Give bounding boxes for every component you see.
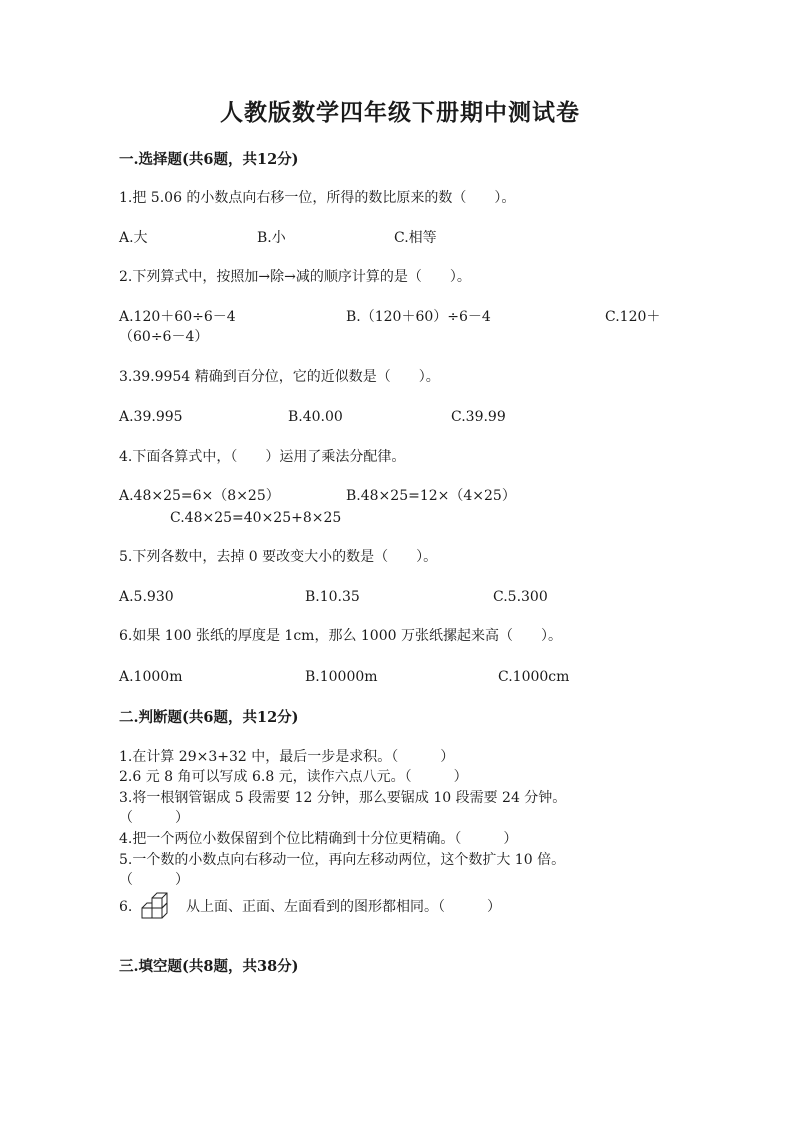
page-title: 人教版数学四年级下册期中测试卷: [220, 99, 580, 126]
option-a: A.39.995: [119, 409, 183, 425]
question-stem: 5.下列各数中，去掉 0 要改变大小的数是（ ）。: [119, 549, 438, 565]
question-stem: 1.把 5.06 的小数点向右移一位，所得的数比原来的数（ ）。: [119, 190, 516, 206]
option-c: C.48×25=40×25+8×25: [170, 510, 342, 526]
judgement-line: 5.一个数的小数点向右移动一位，再向左移动两位，这个数扩大 10 倍。: [119, 852, 566, 868]
option-a: A.48×25=6×（8×25）: [119, 488, 280, 504]
question-stem: 2.下列算式中，按照加→除→减的顺序计算的是（ ）。: [119, 269, 471, 285]
section-heading-fill-blank: 三.填空题(共8题，共38分): [119, 958, 299, 975]
option-b: B.10.35: [305, 589, 360, 605]
option-c-continued: （60÷6－4）: [119, 329, 209, 345]
option-b: B.10000m: [305, 669, 378, 685]
option-c: C.1000cm: [498, 669, 570, 685]
judgement-line: 4.把一个两位小数保留到个位比精确到十分位更精确。（ ）: [119, 831, 518, 847]
option-c: C.39.99: [451, 409, 506, 425]
question-stem: 4.下面各算式中，（ ）运用了乘法分配律。: [119, 449, 406, 465]
option-c: C.相等: [394, 230, 437, 246]
judgement-line: （ ）: [119, 810, 189, 826]
option-a: A.120＋60÷6－4: [119, 309, 236, 325]
option-b: B.40.00: [288, 409, 343, 425]
judgement-line: （ ）: [119, 872, 189, 888]
judgement-line: 从上面、正面、左面看到的图形都相同。（ ）: [186, 899, 501, 915]
option-a: A.大: [119, 230, 148, 246]
option-b: B.（120＋60）÷6－4: [346, 309, 491, 325]
judgement-line: 2.6 元 8 角可以写成 6.8 元，读作六点八元。（ ）: [119, 769, 468, 785]
judgement-line: 3.将一根钢管锯成 5 段需要 12 分钟，那么要锯成 10 段需要 24 分钟。: [119, 790, 567, 806]
option-b: B.48×25=12×（4×25）: [346, 488, 516, 504]
option-a: A.1000m: [119, 669, 183, 685]
question-stem: 6.如果 100 张纸的厚度是 1cm，那么 1000 万张纸摞起来高（ ）。: [119, 628, 562, 644]
question-stem: 3.39.9954 精确到百分位，它的近似数是（ ）。: [119, 369, 440, 385]
judgement-number: 6.: [119, 899, 133, 915]
option-c: C.120＋: [605, 309, 661, 325]
judgement-line: 1.在计算 29×3+32 中，最后一步是求积。（ ）: [119, 749, 455, 765]
option-a: A.5.930: [119, 589, 174, 605]
section-heading-judgement: 二.判断题(共6题，共12分): [119, 709, 299, 726]
option-c: C.5.300: [493, 589, 548, 605]
cube-stack-figure: [138, 892, 178, 926]
section-heading-choice: 一.选择题(共6题，共12分): [119, 151, 299, 168]
option-b: B.小: [257, 230, 286, 246]
